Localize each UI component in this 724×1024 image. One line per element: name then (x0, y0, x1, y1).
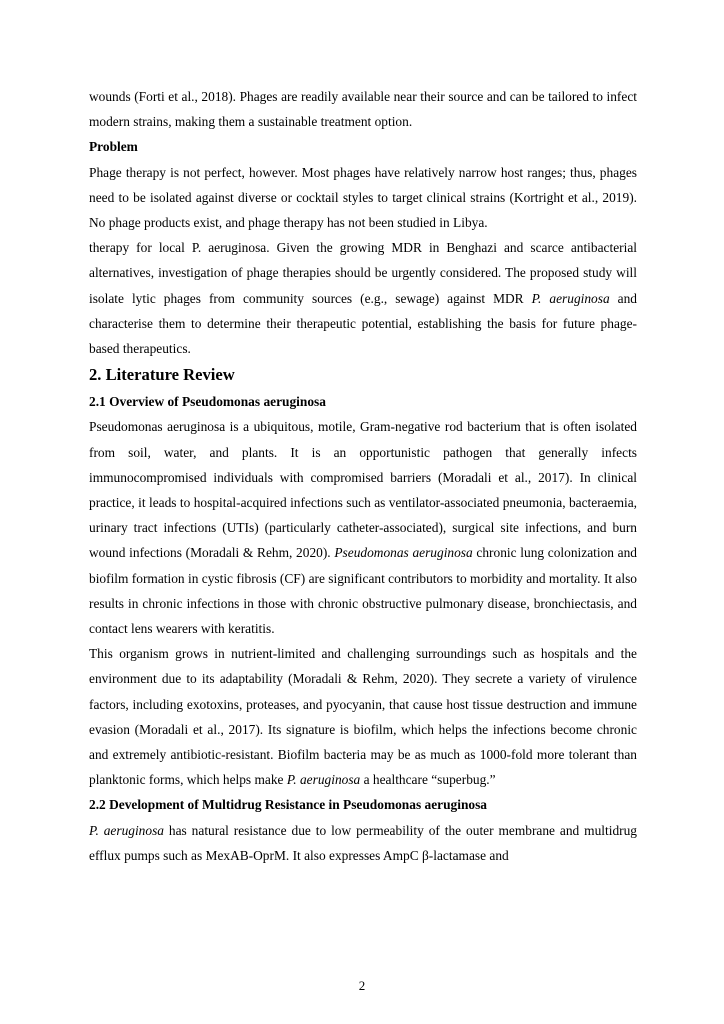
text-run: therapy for local P. aeruginosa. Given the growing MDR in Benghazi and scarce antibacterial alternatives, investigation of phage therapies should be urgently considered. The proposed study will isolate lytic phages from community sources (e.g., sewage) against MDR (89, 240, 637, 306)
text-run: This organism grows in nutrient-limited and challenging surroundings such as hospitals and the environment due to its adaptability (Moradali & Rehm, 2020). They secrete a variety of virulence factors, including exotoxins, proteases, and pyocyanin, that cause host tissue destruction and immune evasion (Moradali et al., 2017). Its signature is biofilm, which helps the infections become chronic and extremely antibiotic-resistant. Biofilm bacteria may be as much as 1000-fold more tolerant than planktonic forms, which helps make (89, 646, 637, 788)
text-run: a healthcare “superbug.” (360, 772, 496, 788)
text-run: and characterise them to determine their therapeutic potential, establishing the basis for future phage-based therapeutics. (89, 290, 637, 357)
text-run: has natural resistance due to low permeability of the outer membrane and multidrug efflux pumps such as MexAB-OprM. It also expresses AmpC β-lactamase and (89, 822, 637, 863)
paragraph-problem-2 (89, 235, 637, 361)
italic-term: Pseudomonas aeruginosa (334, 545, 473, 561)
heading-problem: Problem (89, 139, 138, 155)
italic-term: P. aeruginosa (89, 822, 164, 838)
text-run: Pseudomonas aeruginosa is a ubiquitous, motile, Gram-negative rod bacterium that is often isolated from soil, water, and plants. It is an opportunistic pathogen that generally infects immunocompromised individuals with compromised barriers (Moradali et al., 2017). In clinical practice, it leads to hospital-acquired infections such as ventilator-associated pneumonia, bacteraemia, urinary tract infections (UTIs) (particularly catheter-associated), surgical site infections, and burn wound infections (Moradali & Rehm, 2020). (89, 419, 637, 561)
heading-section-2-2: 2.2 Development of Multidrug Resistance in Pseudomonas aeruginosa (89, 797, 487, 813)
paragraph-2-2-resistance (89, 818, 637, 868)
heading-literature-review: 2. Literature Review (89, 365, 235, 385)
paragraph-2-1-overview (89, 414, 637, 641)
italic-term: P. aeruginosa (286, 772, 361, 788)
page-number: 2 (358, 978, 366, 993)
heading-section-2-1: 2.1 Overview of Pseudomonas aeruginosa (89, 394, 326, 410)
text-run: chronic lung colonization and biofilm formation in cystic fibrosis (CF) are significant contributors to morbidity and mortality. It also results in chronic infections in those with chronic obstructive pulmonary disease, bronchiectasis, and contact lens wearers with keratitis. (89, 545, 638, 637)
paragraph-problem-1: Phage therapy is not perfect, however. Most phages have relatively narrow host ranges; thus, phages need to be isolated against diverse or cocktail styles to target clinical strains (Kortright et al., 2019). No phage products exist, and phage therapy has not been studied in Libya. (89, 164, 637, 231)
document-page (89, 84, 637, 868)
paragraph-2-1-adaptability (89, 641, 637, 792)
italic-term: P. aeruginosa (531, 290, 610, 306)
paragraph-intro-end: wounds (Forti et al., 2018). Phages are readily available near their source and can be tailored to infect modern strains, making them a sustainable treatment option. (89, 89, 637, 130)
